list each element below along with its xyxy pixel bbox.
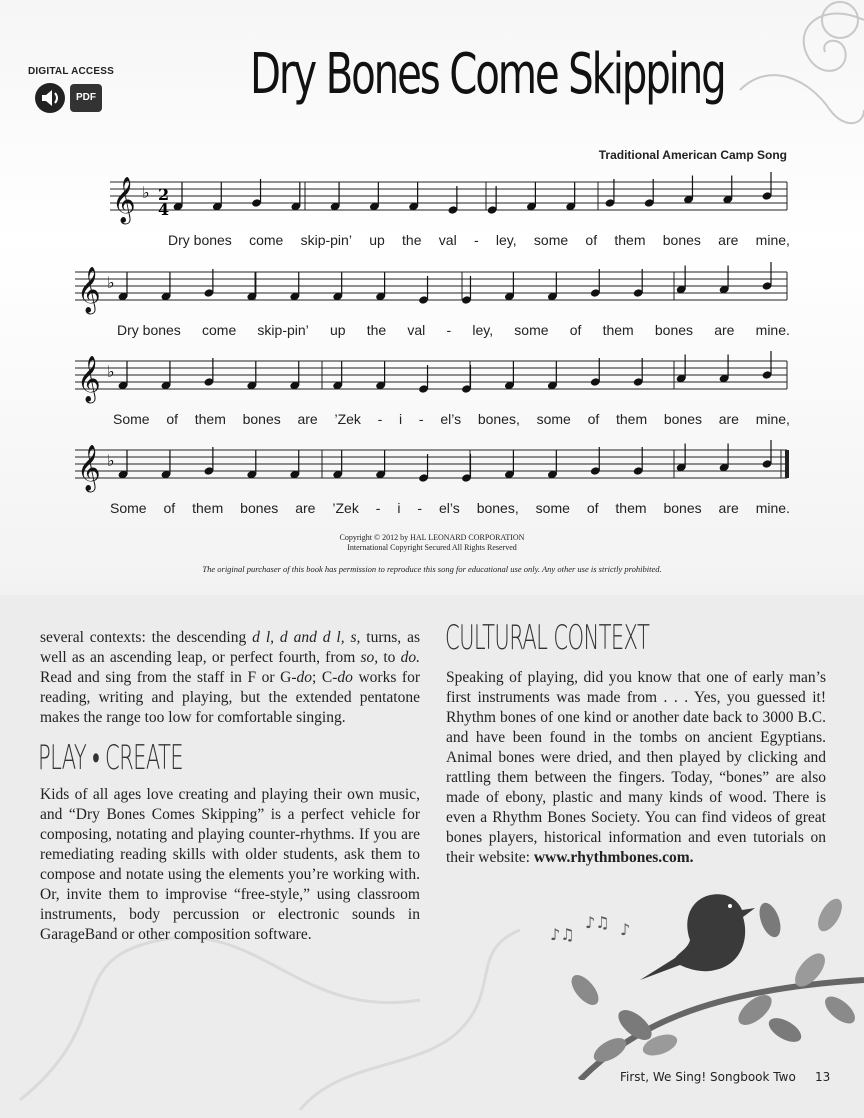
lyric-syllable: -	[473, 232, 479, 248]
lyric-syllable: -	[417, 500, 423, 516]
lyric-line	[168, 232, 790, 248]
lyric-syllable: skip-pin’	[300, 232, 352, 248]
lyric-syllable: val	[407, 322, 426, 338]
lyric-syllable: el’s	[440, 411, 462, 427]
lyric-syllable: -	[377, 411, 383, 427]
cultural-context-paragraph: Speaking of playing, did you know that one of early man’s first instruments was made from . . . Yes, you guessed it! Rhythm bones of one kind or another date back to 3000 B.C. and have been found in the tombs on ancient Egyptians. Animal bones were dried, and then played by clicking and rattling them between the fingers. Today, “bones” are also made of ebony, plastic and many kinds of wood. There is even a Rhythm Bones Society. You can find videos of great bones players, historical information and even tutorials on their website: www.rhythmbones.com.	[446, 669, 826, 866]
lyric-syllable: up	[329, 322, 346, 338]
lyric-syllable: are	[718, 500, 739, 516]
lyric-syllable: them	[614, 232, 646, 248]
swirl-decoration-top-right-icon	[700, 0, 864, 140]
lyric-syllable: -	[375, 500, 381, 516]
left-intro-paragraph: several contexts: the descending d l, d and d l, s, turns, as well as an ascending leap, or perfect fourth, from so, to do. Read and sing from the staff in F or G-do; C-do works for reading, writing and playing, but the extended pentatone makes the range too low for comfortable singing.	[40, 629, 420, 726]
digital-access-label: DIGITAL ACCESS	[28, 66, 114, 77]
lyric-syllable: mine.	[755, 322, 790, 338]
flat-key-signature-icon: ♭	[142, 183, 150, 202]
lyric-syllable: bones	[240, 500, 279, 516]
permission-notice: The original purchaser of this book has permission to reproduce this song for educational use only. Any other use is strictly prohibited.	[202, 564, 662, 574]
lyric-syllable: them	[615, 411, 648, 427]
lyric-syllable: bones	[654, 322, 694, 338]
flat-key-signature-icon: ♭	[107, 362, 115, 381]
lyric-syllable: ’Zek	[332, 500, 359, 516]
lyric-syllable: ’Zek	[334, 411, 361, 427]
play-create-heading: PLAY • CREATE	[38, 738, 183, 778]
lyric-syllable: of	[569, 322, 582, 338]
copyright-line-1: Copyright © 2012 by HAL LEONARD CORPORATION	[339, 533, 525, 542]
lyric-syllable: some	[536, 411, 571, 427]
lyric-syllable: mine,	[755, 232, 790, 248]
lyric-syllable: bones	[663, 500, 702, 516]
treble-clef-icon: 𝄞	[77, 267, 101, 313]
treble-clef-icon: 𝄞	[77, 445, 101, 491]
lyric-line	[110, 500, 790, 516]
lyric-syllable: Dry bones	[168, 232, 232, 248]
lyric-syllable: bones	[242, 411, 281, 427]
lyric-syllable: the	[366, 322, 387, 338]
lyric-syllable: of	[166, 411, 178, 427]
lyric-syllable: i	[397, 500, 401, 516]
audio-speaker-icon[interactable]	[34, 82, 66, 114]
lyric-syllable: el’s	[439, 500, 460, 516]
svg-text:♪♫: ♪♫	[585, 913, 610, 932]
lyric-line	[113, 411, 790, 427]
song-title: Dry Bones Come Skipping	[250, 42, 725, 107]
lyric-syllable: bones,	[477, 411, 520, 427]
bird-on-branch-icon	[540, 870, 864, 1080]
lyric-syllable: -	[418, 411, 424, 427]
lyric-syllable: mine,	[755, 411, 790, 427]
flat-key-signature-icon: ♭	[107, 451, 115, 470]
lyric-syllable: ley,	[495, 232, 517, 248]
rhythmbones-link[interactable]: www.rhythmbones.com.	[533, 849, 694, 866]
lyric-syllable: them	[602, 322, 634, 338]
svg-text:♪: ♪	[620, 920, 631, 939]
lyric-syllable: are	[714, 322, 735, 338]
footer-book-title: First, We Sing! Songbook Two	[620, 1070, 796, 1084]
time-signature-bottom: 4	[158, 200, 170, 219]
treble-clef-icon: 𝄞	[77, 356, 101, 402]
play-create-paragraph: Kids of all ages love creating and playing their own music, and “Dry Bones Comes Skipping” is a perfect vehicle for composing, notating and playing counter-rhythms. If you are remediating reading skills with older students, ask them to compose and notate using the elements you’re working with. Or, invite them to improvise “free-style,” using classroom instruments, body percussion or electronic sounds in GarageBand or other composition software.	[40, 786, 420, 943]
lyric-syllable: are	[718, 411, 739, 427]
lyric-syllable: them	[194, 411, 226, 427]
lyric-syllable: bones	[662, 232, 701, 248]
pdf-download-icon[interactable]	[70, 84, 102, 112]
lyric-syllable: bones,	[476, 500, 519, 516]
lyric-syllable: are	[295, 500, 316, 516]
lyric-syllable: them	[192, 500, 224, 516]
lyric-syllable: some	[514, 322, 549, 338]
treble-clef-icon: 𝄞	[112, 177, 136, 223]
lyric-syllable: -	[446, 322, 452, 338]
lyric-syllable: of	[585, 232, 598, 248]
lyric-syllable: up	[369, 232, 385, 248]
music-score	[0, 160, 864, 530]
lyric-syllable: them	[615, 500, 647, 516]
lyric-line	[117, 322, 790, 338]
flat-key-signature-icon: ♭	[107, 273, 115, 292]
lyric-syllable: the	[402, 232, 422, 248]
lyric-syllable: of	[163, 500, 176, 516]
time-signature-top: 2	[158, 185, 170, 204]
lyric-syllable: mine.	[755, 500, 790, 516]
lyric-syllable: Some	[113, 411, 150, 427]
svg-text:♪♫: ♪♫	[550, 925, 575, 944]
lyric-syllable: come	[202, 322, 237, 338]
pdf-label: PDF	[76, 92, 96, 103]
cultural-context-heading: CULTURAL CONTEXT	[445, 618, 650, 658]
lyric-syllable: come	[249, 232, 284, 248]
lyric-syllable: some	[535, 500, 570, 516]
footer-page-number: 13	[815, 1070, 831, 1084]
lyric-syllable: skip-pin’	[257, 322, 309, 338]
lyric-syllable: are	[297, 411, 318, 427]
lyric-syllable: ley,	[472, 322, 494, 338]
lyric-syllable: val	[438, 232, 457, 248]
lyric-syllable: i	[399, 411, 403, 427]
lyric-syllable: some	[533, 232, 569, 248]
lyric-syllable: Some	[110, 500, 147, 516]
copyright-line-2: International Copyright Secured All Rights Reserved	[347, 543, 517, 552]
lyric-syllable: Dry bones	[117, 322, 181, 338]
lyric-syllable: of	[587, 411, 600, 427]
lyric-syllable: of	[586, 500, 599, 516]
lyric-syllable: are	[718, 232, 739, 248]
song-credit: Traditional American Camp Song	[598, 148, 787, 162]
lyric-syllable: bones	[663, 411, 702, 427]
